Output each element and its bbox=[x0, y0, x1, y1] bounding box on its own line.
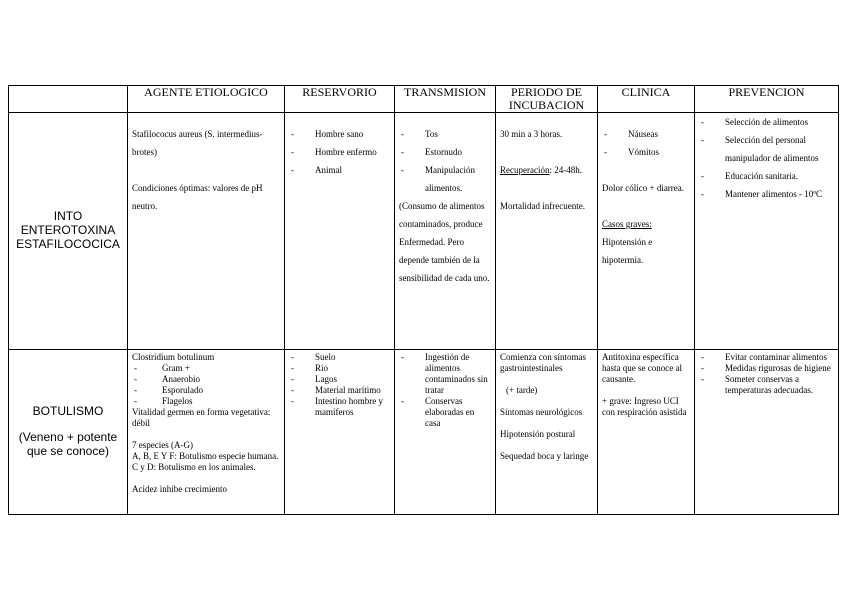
list-item: - Educación sanitaria. bbox=[699, 167, 834, 185]
row2-cd: C y D: Botulismo en los animales. bbox=[132, 462, 256, 472]
row1-transmision bbox=[395, 113, 496, 350]
row2-prevencion bbox=[695, 350, 839, 515]
list-item: - Mantener alimentos - 10ºC bbox=[699, 185, 834, 203]
list-item: - Someter conservas a temperaturas adecuadas. bbox=[699, 374, 834, 396]
header-reservorio: RESERVORIO bbox=[285, 86, 395, 113]
header-prevencion: PREVENCION bbox=[695, 86, 839, 113]
row2-reservorio bbox=[285, 350, 395, 515]
row2-acidez: Acidez inhibe crecimiento bbox=[132, 484, 227, 494]
recuperacion-label: Recuperación bbox=[500, 165, 550, 175]
row2-vitalidad: Vitalidad germen en forma vegetativa: débil bbox=[132, 407, 271, 428]
row1-mortalidad: Mortalidad infrecuente. bbox=[500, 201, 585, 211]
row2-sintomas: Síntomas neurológicos bbox=[500, 407, 583, 417]
row2-abef: A, B, E Y F: Botulismo especie humana. bbox=[132, 451, 279, 461]
list-item: - Evitar contaminar alimentos bbox=[699, 352, 834, 363]
row2-grave: + grave: Ingreso UCI con respiración asistida bbox=[602, 396, 687, 417]
row2-sublabel: (Veneno + potente que se conoce) bbox=[18, 430, 118, 458]
recuperacion-value: : 24-48h. bbox=[549, 165, 582, 175]
row1-periodo-time: 30 min a 3 horas. bbox=[500, 129, 563, 139]
list-item: - Flagelos bbox=[132, 396, 280, 407]
header-row bbox=[9, 86, 839, 113]
disease-table bbox=[8, 85, 839, 515]
row2-sequedad: Sequedad boca y laringe bbox=[500, 451, 589, 461]
row1-transmision-note: (Consumo de alimentos contaminados, produce Enfermedad. Pero depende también de la sensibilidad de cada uno. bbox=[399, 201, 490, 283]
row1-agente-line2: Condiciones óptimas: valores de pH neutro. bbox=[132, 183, 263, 211]
header-periodo: PERIODO DE INCUBACION bbox=[496, 86, 598, 113]
header-agente: AGENTE ETIOLOGICO bbox=[128, 86, 285, 113]
list-item: - Náuseas bbox=[602, 125, 690, 143]
row1-periodo bbox=[496, 113, 598, 350]
row2-periodo bbox=[496, 350, 598, 515]
list-item: - Selección del personal manipulador de alimentos bbox=[699, 131, 834, 167]
list-item: - Selección de alimentos bbox=[699, 113, 834, 131]
row2-agente-title: Clostridium botulinum bbox=[132, 352, 215, 362]
list-item: - Conservas elaboradas en casa bbox=[399, 396, 491, 429]
row1-prevencion bbox=[695, 113, 839, 350]
list-item: - Material marítimo bbox=[289, 385, 390, 396]
row2-antitoxina: Antitoxina específica hasta que se conoce al causante. bbox=[602, 352, 682, 384]
row2-especies: 7 especies (A-G) bbox=[132, 440, 193, 450]
list-item: - Intestino hombre y mamíferos bbox=[289, 396, 390, 418]
list-item: - Lagos bbox=[289, 374, 390, 385]
row1-recuperacion bbox=[500, 161, 593, 179]
list-item: - Hombre sano bbox=[289, 125, 390, 143]
row1-label-cell bbox=[9, 113, 128, 350]
list-item: - Manipulación alimentos. bbox=[399, 161, 491, 197]
list-item: - Animal bbox=[289, 161, 390, 179]
list-item: - Hombre enfermo bbox=[289, 143, 390, 161]
list-item: - Estornudo bbox=[399, 143, 491, 161]
list-item: - Río bbox=[289, 363, 390, 374]
row2-label: BOTULISMO bbox=[32, 404, 104, 419]
row1-label: INTO ENTEROTOXINA ESTAFILOCOCICA bbox=[16, 209, 120, 251]
row1-reservorio bbox=[285, 113, 395, 350]
list-item: - Anaerobio bbox=[132, 374, 280, 385]
row1-agente-line1: Stafilococus aureus (S. intermedius-brotes) bbox=[132, 129, 263, 157]
row2-comienza: Comienza con síntomas gastrointestinales bbox=[500, 352, 586, 373]
row1-clinica bbox=[598, 113, 695, 350]
table-row-intoxicacion bbox=[9, 113, 839, 350]
row2-tarde: (+ tarde) bbox=[506, 385, 538, 395]
table-row-botulismo bbox=[9, 350, 839, 515]
row1-dolor: Dolor cólico + diarrea. bbox=[602, 183, 685, 193]
row1-agente bbox=[128, 113, 285, 350]
list-item: - Vómitos bbox=[602, 143, 690, 161]
list-item: - Gram + bbox=[132, 363, 280, 374]
row2-transmision bbox=[395, 350, 496, 515]
header-clinica: CLINICA bbox=[598, 86, 695, 113]
header-transmision: TRANSMISION bbox=[395, 86, 496, 113]
list-item: - Medidas rigurosas de higiene bbox=[699, 363, 834, 374]
row2-label-cell bbox=[9, 350, 128, 515]
list-item: - Suelo bbox=[289, 352, 390, 363]
row1-casos-text: Hipotensión e hipotermia. bbox=[602, 237, 653, 265]
row1-casos-label: Casos graves: bbox=[602, 219, 652, 229]
row2-agente bbox=[128, 350, 285, 515]
list-item: - Tos bbox=[399, 125, 491, 143]
header-empty bbox=[9, 86, 128, 113]
row2-clinica bbox=[598, 350, 695, 515]
list-item: - Ingestión de alimentos contaminados sin tratar bbox=[399, 352, 491, 396]
row2-hipotension: Hipotensión postural bbox=[500, 429, 576, 439]
list-item: - Esporulado bbox=[132, 385, 280, 396]
